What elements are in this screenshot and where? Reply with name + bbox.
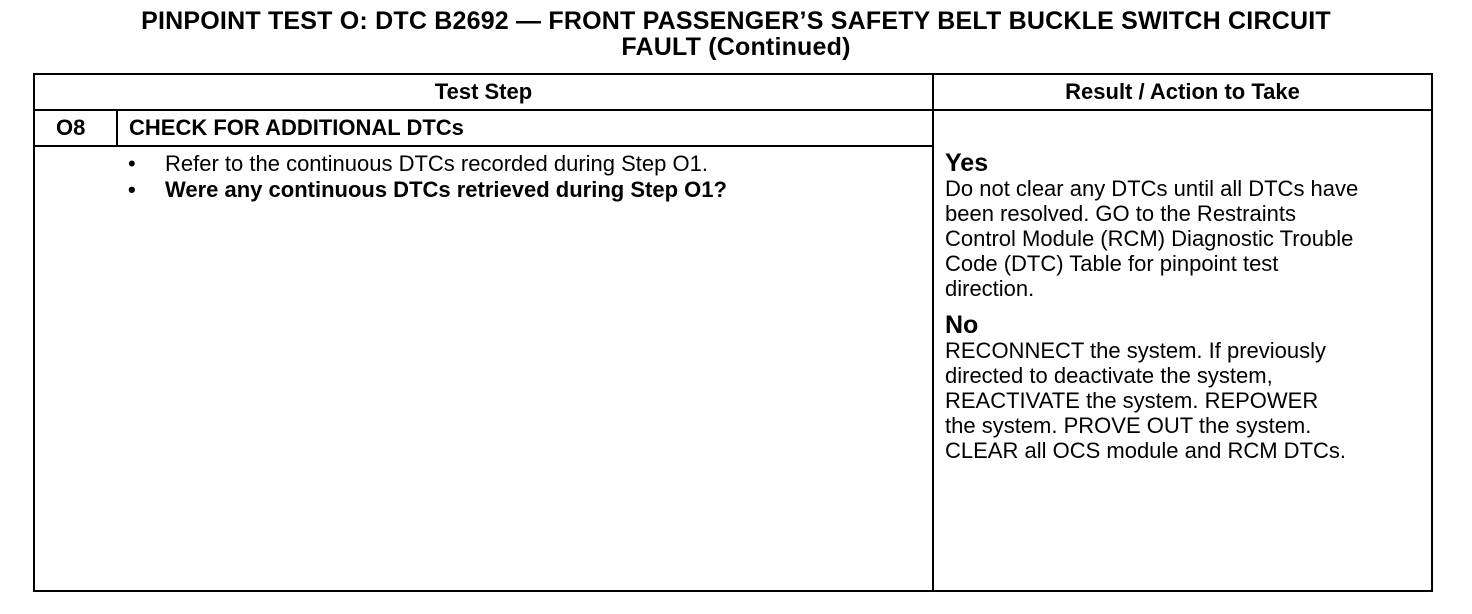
- header-test-step: Test Step: [434, 79, 533, 104]
- step-title: CHECK FOR ADDITIONAL DTCs: [129, 115, 464, 140]
- result-no-line: directed to deactivate the system,: [945, 363, 1273, 388]
- result-no-line: CLEAR all OCS module and RCM DTCs.: [945, 438, 1347, 463]
- column-divider: [932, 73, 934, 592]
- page-title: [0, 8, 1472, 60]
- list-item: [128, 151, 727, 177]
- result-no-line: RECONNECT the system. If previously: [945, 338, 1327, 363]
- result-no-line: REACTIVATE the system. REPOWER: [945, 388, 1319, 413]
- result-no-label: No: [945, 311, 979, 339]
- step-instructions: [128, 151, 727, 203]
- step-title-rule: [33, 145, 933, 147]
- title-line-1: PINPOINT TEST O: DTC B2692 — FRONT PASSENGER’S SAFETY BELT BUCKLE SWITCH CIRCUIT: [141, 7, 1331, 35]
- step-number-divider: [116, 110, 118, 146]
- result-no-line: the system. PROVE OUT the system.: [945, 413, 1312, 438]
- result-yes-line: been resolved. GO to the Restraints: [945, 201, 1296, 226]
- header-rule: [33, 109, 1433, 111]
- instruction-text: Refer to the continuous DTCs recorded during Step O1.: [165, 151, 708, 176]
- step-number: O8: [56, 115, 86, 140]
- result-yes-label: Yes: [945, 149, 989, 177]
- list-item: [128, 177, 727, 203]
- result-yes-line: Code (DTC) Table for pinpoint test: [945, 251, 1279, 276]
- header-result-action: Result / Action to Take: [1065, 79, 1300, 104]
- result-yes-line: direction.: [945, 276, 1035, 301]
- question-text: Were any continuous DTCs retrieved during Step O1?: [165, 177, 727, 202]
- title-line-2: FAULT (Continued): [621, 33, 851, 61]
- result-yes-line: Do not clear any DTCs until all DTCs have: [945, 176, 1359, 201]
- bullet-icon: •: [128, 151, 136, 176]
- result-yes: [945, 150, 1431, 301]
- result-no: [945, 312, 1431, 463]
- bullet-icon: •: [128, 177, 136, 202]
- result-yes-line: Control Module (RCM) Diagnostic Trouble: [945, 226, 1354, 251]
